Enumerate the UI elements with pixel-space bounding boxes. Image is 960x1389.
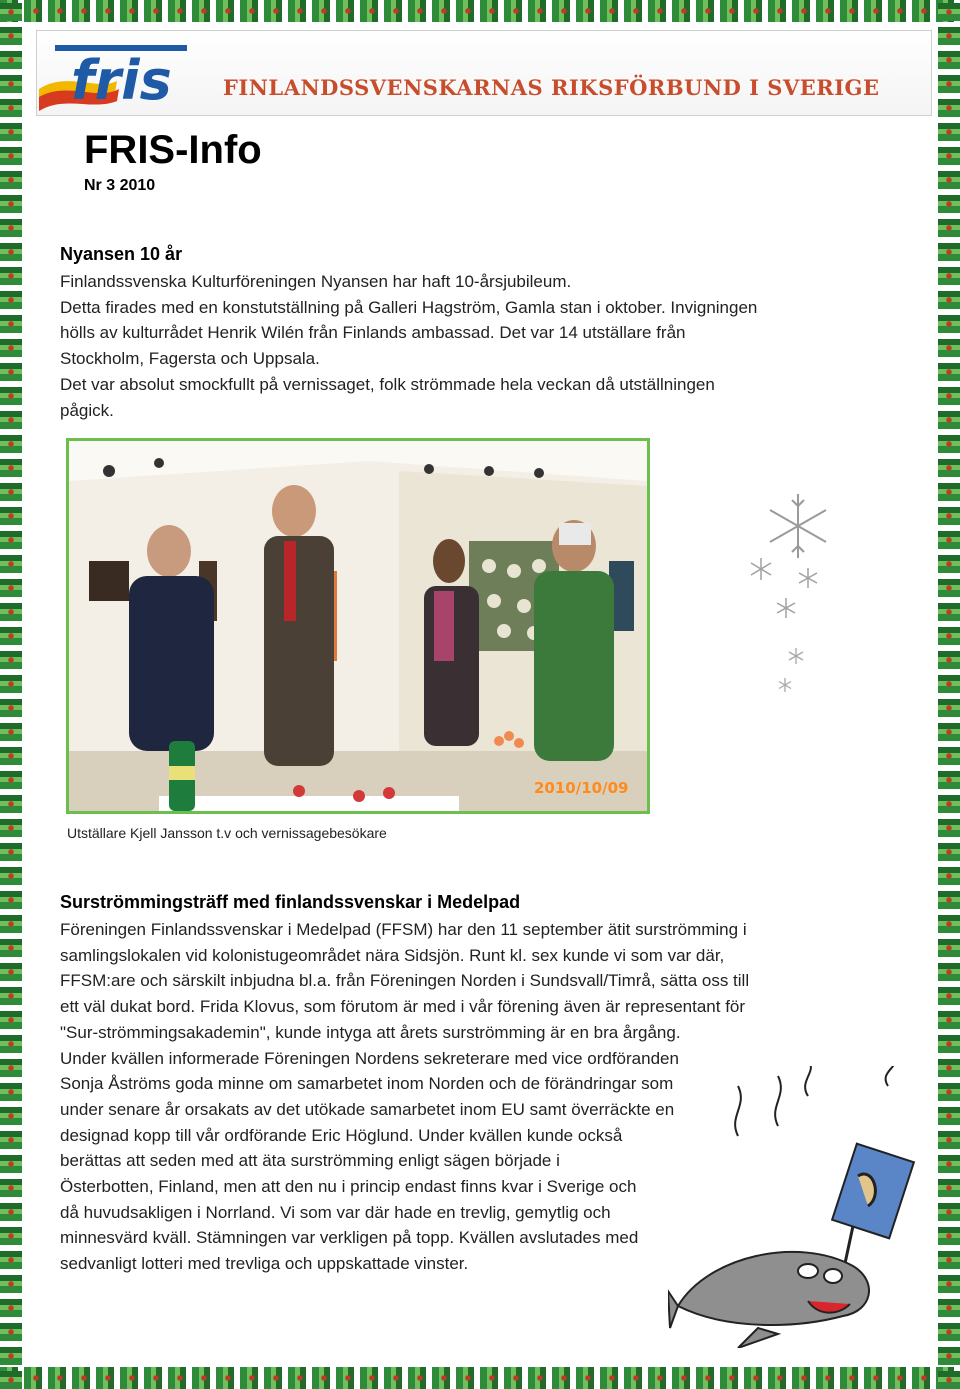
snowflake-icon — [762, 490, 834, 562]
article2-line: då huvudsakligen i Norrland. Vi som var där hade en trevlig, gemytlig och — [60, 1202, 611, 1222]
article1-line: Detta firades med en konstutställning på Galleri Hagström, Gamla stan i oktober. Invigningen — [60, 297, 758, 317]
article2-line: ett väl dukat bord. Frida Klovus, som förutom är med i vår förening även är representant för — [60, 997, 746, 1017]
article1-line: Stockholm, Fagersta och Uppsala. — [60, 349, 320, 369]
gallery-photo — [66, 438, 650, 814]
article2-line: Föreningen Finlandssvenskar i Medelpad (FFSM) har den 11 september ätit surströmming i — [60, 920, 747, 939]
snowflake-icon — [774, 596, 798, 620]
snowflake-icon — [786, 646, 806, 666]
article1-heading: Nyansen 10 år — [60, 244, 183, 264]
logo-text: fris — [71, 49, 172, 112]
article1-line: Det var absolut smockfullt på vernissaget, folk strömmade hela veckan då utställningen — [60, 374, 715, 394]
article2-line: sedvanligt lotteri med trevliga och uppskattade vinster. — [60, 1254, 469, 1274]
article2-line: berättas att seden med att äta surströmming enligt sägen började i — [60, 1151, 560, 1171]
photo-date-stamp: 2010/10/09 — [534, 779, 629, 797]
organization-name: FINLANDSSVENSKARNAS RIKSFÖRBUND I SVERIGE — [223, 75, 880, 100]
snowflake-icon — [776, 676, 794, 694]
holly-border-right — [938, 0, 960, 1389]
article2-line: FFSM:are och särskilt inbjudna bl.a. från Föreningen Norden i Sundsvall/Timrå, sätta oss till — [60, 971, 750, 991]
article2-line: designad kopp till vår ordförande Eric Höglund. Under kvällen kunde också — [60, 1125, 623, 1145]
article1-line: hölls av kulturrådet Henrik Wilén från Finlands ambassad. Det var 14 utställare från — [60, 323, 686, 343]
article1-line: pågick. — [60, 400, 114, 420]
article1-line: Finlandssvenska Kulturföreningen Nyansen har haft 10-årsjubileum. — [60, 272, 572, 291]
holly-border-top — [0, 0, 960, 22]
article2-line: Österbotten, Finland, men att den nu i princip endast finns kvar i Sverige och — [60, 1177, 637, 1197]
header-banner — [36, 30, 932, 116]
article2-body — [60, 917, 749, 1277]
photo-caption: Utställare Kjell Jansson t.v och vernissagebesökare — [67, 825, 387, 841]
smelly-fish-illustration — [668, 1066, 930, 1348]
article2-line: Under kvällen informerade Föreningen Nordens sekreterare med vice ordföranden — [60, 1048, 679, 1068]
holly-border-bottom — [0, 1367, 960, 1389]
holly-border-left — [0, 0, 22, 1389]
article2-line: Sonja Åströms goda minne om samarbetet inom Norden och de förändringar som — [60, 1074, 674, 1094]
issue-number: Nr 3 2010 — [84, 177, 156, 194]
article2-line: under senare år orsakats av det utökade samarbetet inom EU samt överräckte en — [60, 1099, 675, 1119]
article2-line: "Sur-strömmingsakademin", kunde intyga att årets surströmming är en bra årgång. — [60, 1022, 681, 1042]
fris-logo — [37, 31, 207, 115]
snowflake-icon — [748, 556, 774, 582]
article1-body — [60, 269, 757, 423]
article2-line: samlingslokalen vid kolonistugeområdet nära Sidsjön. Runt kl. sex kunde vi som var där, — [60, 945, 725, 965]
snowflake-icon — [796, 566, 820, 590]
article2-heading: Surströmmingsträff med finlandssvenskar i Medelpad — [60, 892, 521, 912]
page-title: FRIS-Info — [84, 128, 262, 172]
article2-line: minnesvärd kväll. Stämningen var verkligen på topp. Kvällen avslutades med — [60, 1228, 639, 1248]
